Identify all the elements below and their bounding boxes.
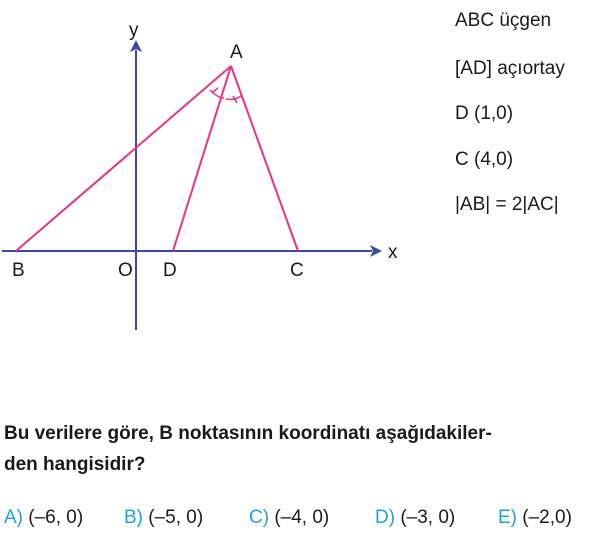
option-a-letter: A) (4, 507, 23, 528)
option-c[interactable] (249, 507, 329, 529)
option-e[interactable] (498, 507, 572, 529)
angle-tick-left (212, 88, 218, 93)
point-label-B: B (12, 260, 25, 281)
question-line-2: den hangisidir? (4, 454, 146, 475)
option-c-value: (–4, 0) (274, 507, 330, 528)
option-e-letter: E) (498, 507, 517, 528)
question-line-1: Bu verilere göre, B noktasının koordinatı aşağıdakiler- (4, 423, 492, 444)
point-label-C: C (290, 260, 304, 281)
option-d-value: (–3, 0) (400, 507, 456, 528)
option-e-value: (–2,0) (522, 507, 572, 528)
option-d-letter: D) (375, 507, 396, 528)
given-4: C (4,0) (455, 149, 514, 170)
given-3: D (1,0) (455, 103, 514, 124)
segment-AD (173, 66, 231, 251)
option-d[interactable] (375, 507, 455, 529)
given-2: [AD] açıortay (455, 58, 565, 79)
question-text (4, 418, 600, 480)
point-label-O: O (118, 260, 133, 281)
option-a-value: (–6, 0) (28, 507, 84, 528)
given-1: ABC üçgen (455, 10, 552, 31)
option-c-letter: C) (249, 507, 270, 528)
option-b-value: (–5, 0) (148, 507, 204, 528)
point-label-D: D (163, 260, 177, 281)
axis-label-x: x (388, 242, 398, 263)
option-b[interactable] (124, 507, 203, 529)
given-5: |AB| = 2|AC| (455, 194, 559, 215)
option-b-letter: B) (124, 507, 143, 528)
segment-BA (16, 66, 231, 251)
segment-AC (231, 66, 298, 251)
option-a[interactable] (4, 507, 83, 529)
point-label-A: A (230, 42, 243, 63)
axis-label-y: y (129, 20, 139, 41)
